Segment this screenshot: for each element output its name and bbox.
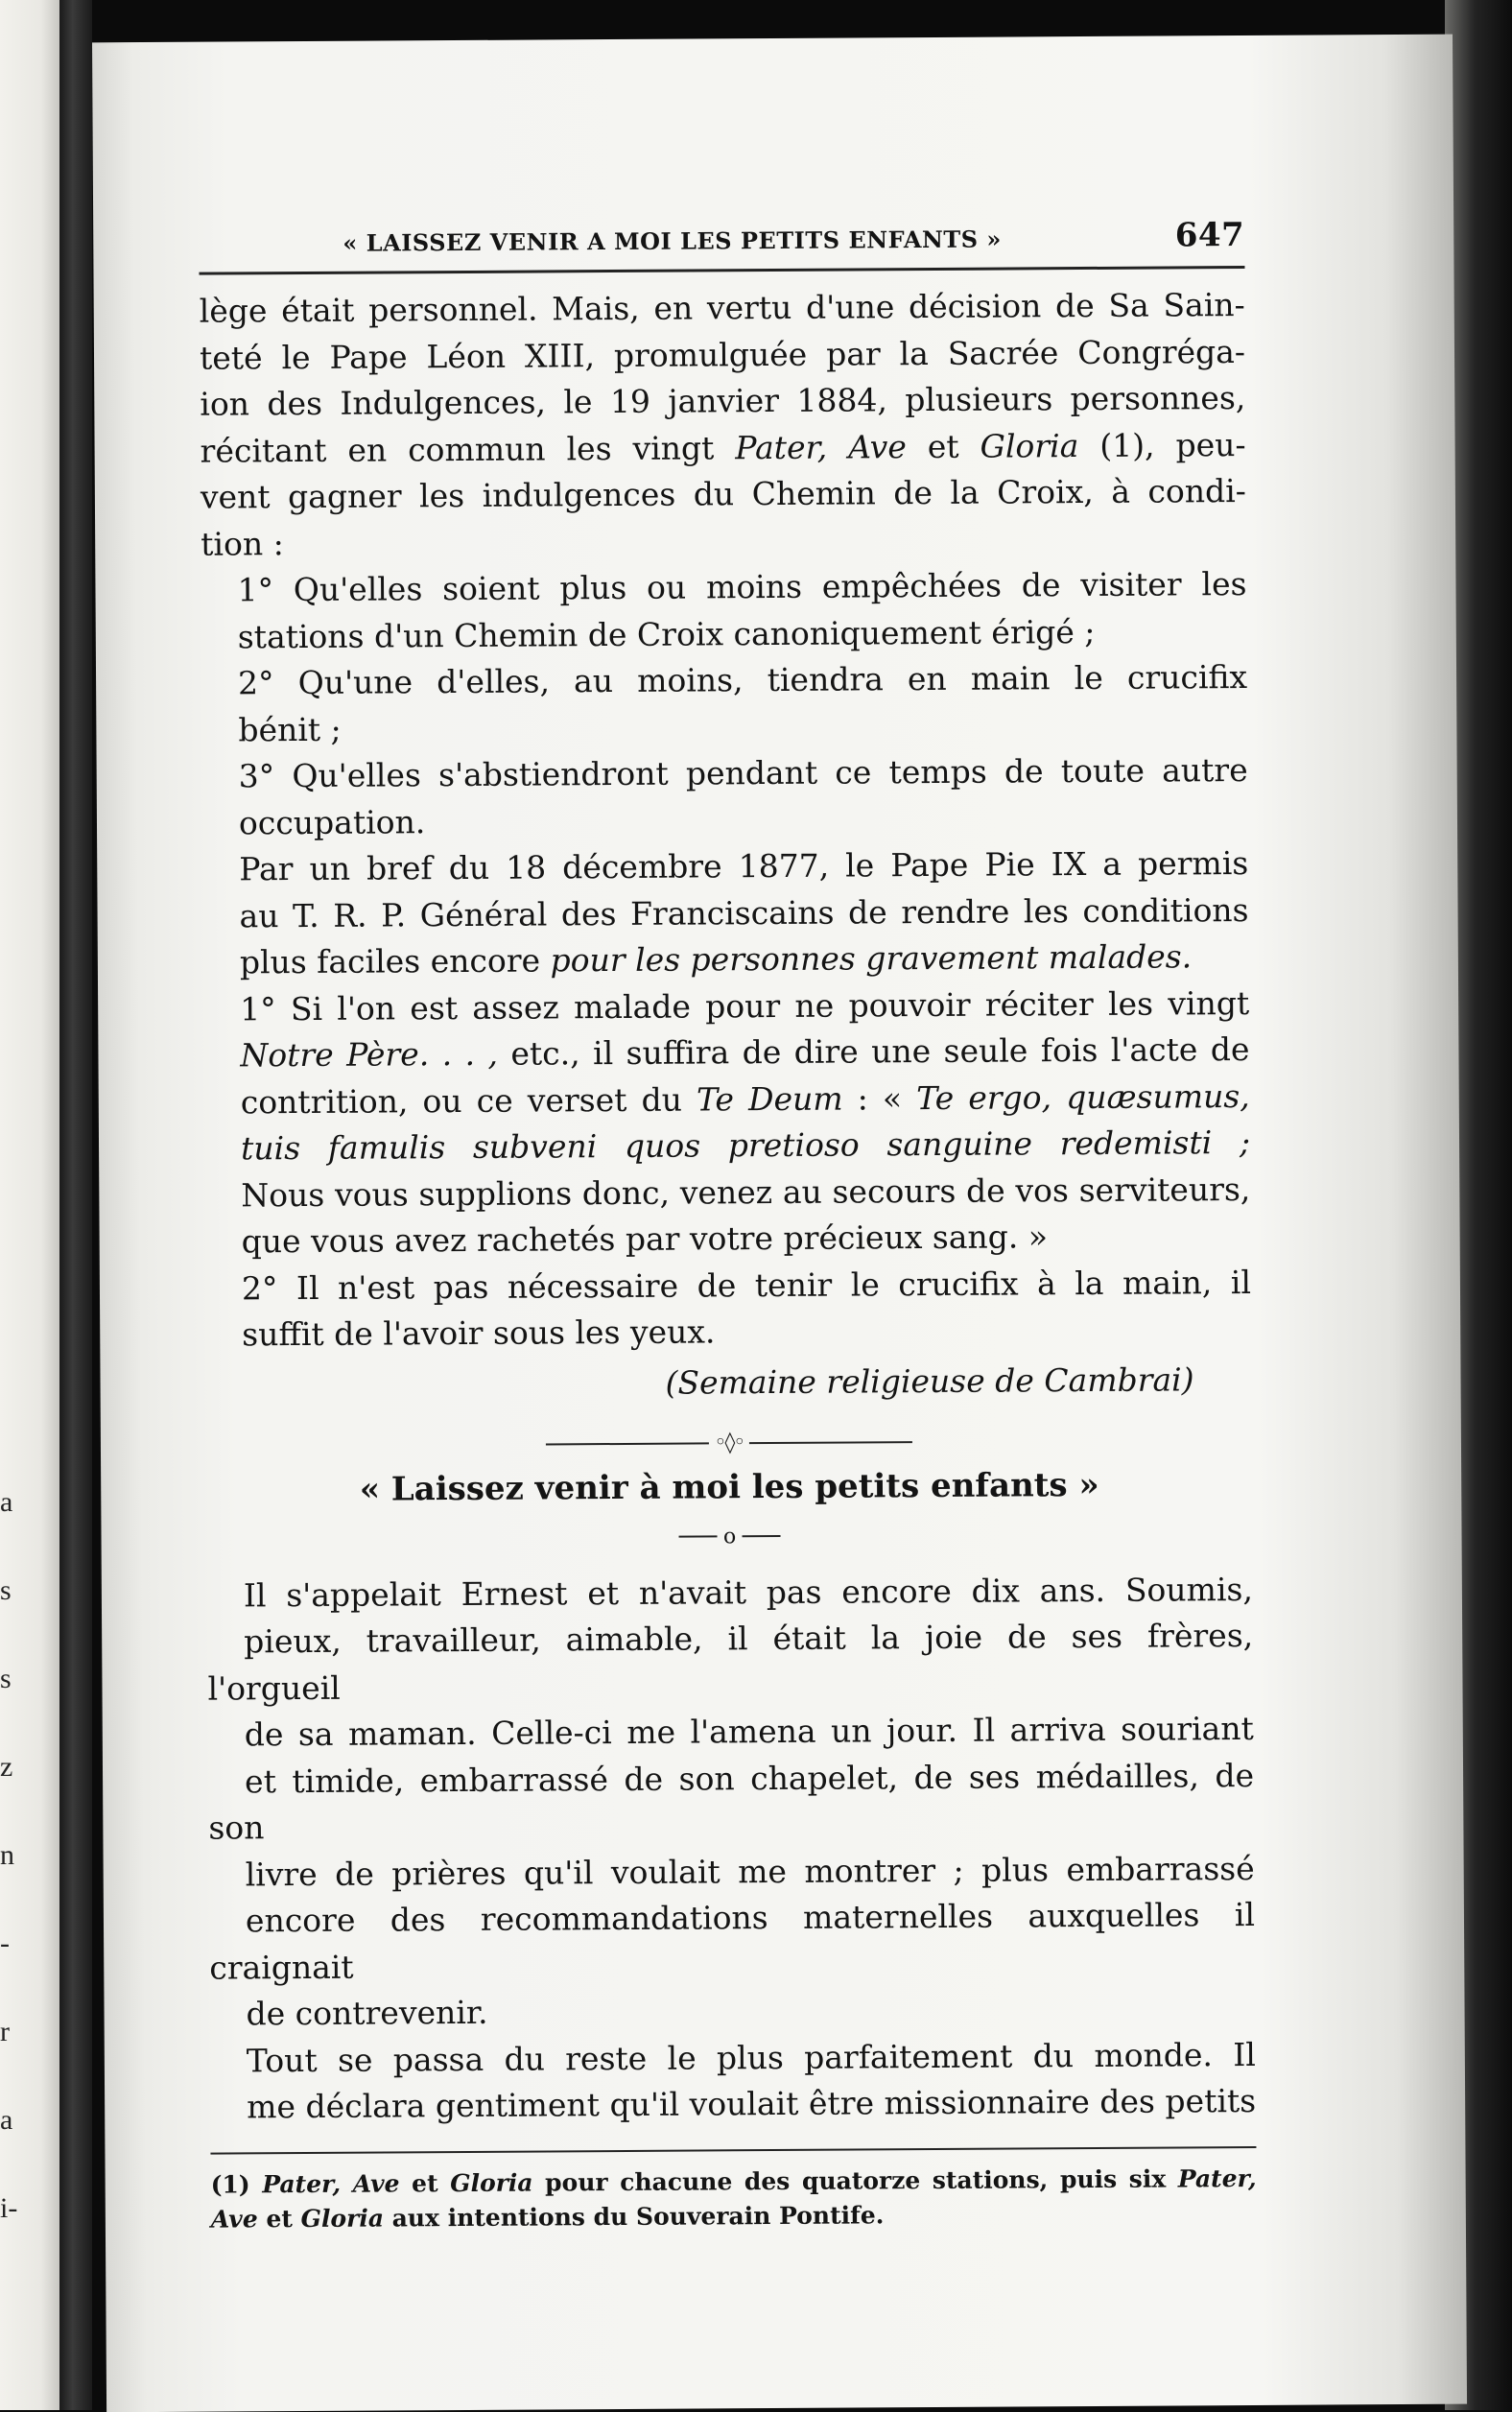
adjacent-letter: - xyxy=(0,1927,10,1959)
adjacent-letter: a xyxy=(0,1486,13,1518)
section-title: « Laissez venir à moi les petits enfants » xyxy=(359,1465,1099,1509)
divider-line xyxy=(742,1535,780,1537)
text-line: livre de prières qu'il voulait me montrer ; plus embarrassé xyxy=(245,1849,1255,1893)
condition-3 xyxy=(202,747,1249,847)
text-line: stations d'un Chemin de Croix canoniquement érigé ; xyxy=(237,612,1096,655)
text-line: au T. R. P. Général des Franciscains de rendre les conditions xyxy=(239,890,1249,934)
text-run: et xyxy=(906,427,980,465)
text-line: 3° Qu'elles s'abstiendront pendant ce temps de toute autre xyxy=(238,750,1248,795)
text-line: et timide, embarrassé de son chapelet, de ses médailles, de son xyxy=(208,1756,1255,1847)
paragraph-indulgences xyxy=(200,282,1247,568)
adjacent-page-letters xyxy=(0,1458,38,2253)
condition-2 xyxy=(201,654,1248,754)
text-line: 2° Qu'une d'elles, au moins, tiendra en main le crucifix xyxy=(237,657,1248,702)
text-run: etc., il suffira de dire une seule fois l'acte de xyxy=(497,1029,1250,1073)
italic-run: Gloria xyxy=(300,2204,385,2233)
divider-line xyxy=(749,1441,912,1444)
adjacent-letter: z xyxy=(0,1751,13,1783)
text-line: vent gagner les indulgences du Chemin de la Croix, à condi- xyxy=(200,471,1247,516)
divider-line xyxy=(679,1535,718,1537)
text-run: (1), peu- xyxy=(1078,425,1246,464)
adjacent-letter: a xyxy=(0,2104,13,2136)
section-divider xyxy=(206,1427,1252,1457)
point-2 xyxy=(205,1259,1252,1359)
italic-run: Te Deum xyxy=(696,1079,843,1119)
source-citation: (Semaine religieuse de Cambrai) xyxy=(665,1360,1194,1402)
text-line: Il s'appelait Ernest et n'avait pas encore dix ans. Soumis, xyxy=(243,1570,1253,1614)
italic-run: Pater, Ave xyxy=(262,2168,400,2198)
running-header xyxy=(199,216,1244,261)
book-gutter xyxy=(59,0,92,2410)
text-run: et xyxy=(257,2204,301,2233)
text-line: bénit ; xyxy=(238,710,342,748)
text-line: tion : xyxy=(201,524,284,563)
footnote xyxy=(211,2161,1257,2236)
footnote-marker: (1) xyxy=(210,2169,250,2199)
text-line: encore des recommandations maternelles auxquelles il craignait xyxy=(209,1895,1256,1987)
paragraph-bref xyxy=(202,840,1249,986)
divider-ornament: ◦◊◦ xyxy=(714,1431,744,1455)
text-run: et xyxy=(399,2168,451,2197)
italic-run: Notre Père. . . , xyxy=(240,1034,499,1075)
book-page xyxy=(92,35,1467,2412)
text-line xyxy=(200,421,1245,474)
title-ornament xyxy=(206,1521,1252,1551)
italic-run: Pater, Ave xyxy=(735,427,907,466)
italic-run: Te ergo, quæsumus, xyxy=(916,1076,1250,1117)
page-content xyxy=(199,216,1257,2236)
italic-run: Gloria xyxy=(980,426,1079,465)
text-line xyxy=(204,1073,1250,1125)
condition-1 xyxy=(201,561,1247,661)
adjacent-letter: s xyxy=(0,1574,12,1606)
footnote-line xyxy=(211,2195,1257,2236)
divider-line xyxy=(546,1442,709,1445)
text-line: de contrevenir. xyxy=(246,1993,488,2033)
italic-run: tuis famulis subveni quos pretioso sanguine redemisti ; xyxy=(240,1123,1251,1168)
text-line: pieux, travailleur, aimable, il était la joie de ses frères, l'orgueil xyxy=(207,1616,1254,1708)
italic-run: Gloria xyxy=(450,2168,533,2197)
italic-run: pour les personnes gravement malades. xyxy=(550,937,1193,980)
adjacent-letter: i- xyxy=(0,2192,18,2224)
text-run: pour chacune des quatorze stations, puis six xyxy=(532,2164,1178,2197)
italic-run: Ave xyxy=(210,2204,258,2234)
paragraph-tout xyxy=(210,2031,1257,2131)
text-run: aux intentions du Souverain Pontife. xyxy=(383,2200,885,2233)
point-1 xyxy=(203,980,1251,1265)
text-run: contrition, ou ce verset du xyxy=(240,1080,697,1121)
text-run: plus faciles encore xyxy=(239,941,551,981)
text-line: 1° Qu'elles soient plus ou moins empêchées de visiter les xyxy=(237,564,1247,609)
text-line: de sa maman. Celle-ci me l'amena un jour. Il arriva souriant xyxy=(244,1709,1254,1754)
text-line xyxy=(203,1027,1249,1079)
running-title: « LAISSEZ VENIR A MOI LES PETITS ENFANTS » xyxy=(343,225,1002,257)
text-line: Nous vous supplions donc, venez au secours de vos serviteurs, xyxy=(241,1170,1251,1214)
italic-run: Pater, xyxy=(1177,2164,1257,2192)
text-line: occupation. xyxy=(238,802,426,841)
text-run: : « xyxy=(842,1078,917,1118)
text-line: Par un bref du 18 décembre 1877, le Pape Pie IX a permis xyxy=(239,843,1249,888)
text-line xyxy=(204,1120,1250,1172)
ornament-circle: o xyxy=(722,1524,737,1549)
paragraph-ernest xyxy=(207,1566,1256,2038)
text-line xyxy=(203,934,1249,986)
text-run: récitant en commun les vingt xyxy=(200,428,736,470)
text-line: 2° Il n'est pas nécessaire de tenir le crucifix à la main, il xyxy=(241,1263,1252,1307)
adjacent-letter: s xyxy=(0,1663,12,1694)
text-line: teté le Pape Léon XIII, promulguée par la Sacrée Congréga- xyxy=(199,332,1246,377)
text-line: que vous avez rachetés par votre précieux sang. » xyxy=(241,1218,1049,1261)
footnote-line xyxy=(211,2161,1257,2202)
adjacent-letter: n xyxy=(0,1839,14,1871)
adjacent-letter: r xyxy=(0,2016,10,2047)
footnote-rule xyxy=(210,2145,1256,2154)
text-line: ion des Indulgences, le 19 janvier 1884, plusieurs personnes, xyxy=(200,378,1246,423)
text-line: suffit de l'avoir sous les yeux. xyxy=(242,1312,716,1354)
text-line: Tout se passa du reste le plus parfaitement du monde. Il xyxy=(246,2035,1256,2079)
text-line: me déclara gentiment qu'il voulait être missionnaire des petits xyxy=(247,2081,1257,2126)
text-line: 1° Si l'on est assez malade pour ne pouvoir réciter les vingt xyxy=(240,983,1250,1028)
header-rule xyxy=(199,266,1244,275)
text-line: lège était personnel. Mais, en vertu d'une décision de Sa Sain- xyxy=(199,285,1245,330)
page-number: 647 xyxy=(1174,215,1245,255)
